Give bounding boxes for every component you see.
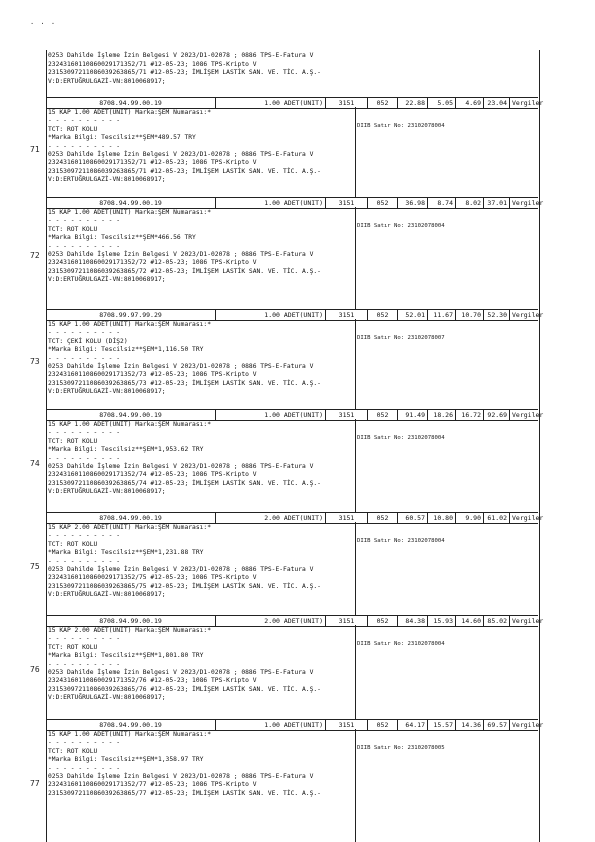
- description-line: 0253 Dahilde İşleme İzin Belgesi V 2023/D1-02078 ; 0886 TPS-E-Fatura V: [48, 463, 314, 471]
- value-4: 61.02: [484, 513, 510, 523]
- value-3: 9.90: [456, 513, 484, 523]
- value-2: 10.80: [428, 513, 456, 523]
- value-1: 60.57: [398, 513, 428, 523]
- quantity: 1.00 ADET(UNIT): [216, 410, 326, 420]
- quantity: 1.00 ADET(UNIT): [216, 98, 326, 108]
- diib-line-note: DIIB Satır No: 23102078005: [357, 745, 445, 751]
- country-code: 3151: [326, 98, 368, 108]
- item-header-row: [46, 512, 544, 524]
- description-line: TCT: ROT KOLU: [48, 747, 98, 755]
- description-line: 23243160110860029171352/74 #12-05-23; 1086 TPS-Kripto V: [48, 471, 257, 479]
- continued-text-block: [48, 52, 348, 86]
- taxes-label: Vergiler: [512, 411, 544, 419]
- description-line: - - - - - - - - - -: [48, 764, 121, 772]
- value-4: 85.02: [484, 616, 510, 626]
- diib-line-note: DIIB Satır No: 23102078004: [357, 641, 445, 647]
- description-line: TCT: ROT KOLU: [48, 125, 98, 133]
- description-line: 15 KAP 1.00 ADET(UNIT) Marka:ŞEM Numarası:*: [48, 109, 212, 116]
- tariff-code: 052: [368, 513, 398, 523]
- description-line: V:D:ERTUĞRULGAZİ-VN:8010068917;: [48, 488, 166, 496]
- tariff-code: 052: [368, 198, 398, 208]
- description-line: 23153097211086039263865/71 #12-05-23; İMLİŞEM LASTİK SAN. VE. TİC. A.Ş.-: [48, 167, 321, 175]
- item-header-row: [46, 97, 544, 109]
- gtip-code: 8708.94.99.00.19: [46, 616, 216, 626]
- quantity: 1.00 ADET(UNIT): [216, 310, 326, 320]
- diib-line-note: DIIB Satır No: 23102078007: [357, 335, 445, 341]
- column-divider: [355, 625, 356, 719]
- value-1: 64.17: [398, 720, 428, 730]
- description-line: 15 KAP 1.00 ADET(UNIT) Marka:ŞEM Numarası:*: [48, 731, 212, 738]
- description-line: V:D:ERTUĞRULGAZİ-VN:8010068917;: [48, 694, 166, 702]
- tariff-code: 052: [368, 310, 398, 320]
- taxes-label: Vergiler: [512, 199, 544, 207]
- value-3: 14.36: [456, 720, 484, 730]
- customs-item: [30, 197, 544, 309]
- description-line: - - - - - - - - - -: [48, 635, 121, 643]
- country-code: 3151: [326, 198, 368, 208]
- item-number: 77: [30, 778, 40, 788]
- customs-item: [30, 97, 544, 197]
- value-2: 18.26: [428, 410, 456, 420]
- description-line: - - - - - - - - - -: [48, 329, 121, 337]
- description-line: 23153097211086039263865/72 #12-05-23; İMLİŞEM LASTİK SAN. VE. TİC. A.Ş.-: [48, 267, 321, 275]
- column-divider: [355, 729, 356, 842]
- description-line: *Marka Bilgi: Tescilsiz**ŞEM*1,358.97 TRY: [48, 756, 204, 764]
- description-line: - - - - - - - - - -: [48, 142, 121, 150]
- description-line: 23243160110860029171352/73 #12-05-23; 1086 TPS-Kripto V: [48, 371, 257, 379]
- country-code: 3151: [326, 616, 368, 626]
- description-line: 0253 Dahilde İşleme İzin Belgesi V 2023/D1-02078 ; 0886 TPS-E-Fatura V: [48, 669, 314, 677]
- item-number: 71: [30, 145, 40, 154]
- column-divider: [355, 319, 356, 409]
- value-1: 36.98: [398, 198, 428, 208]
- tariff-code: 052: [368, 410, 398, 420]
- description-line: V:D:ERTUĞRULGAZİ-VN:8010068917;: [48, 176, 166, 184]
- description-line: 0253 Dahilde İşleme İzin Belgesi V 2023/D1-02078 ; 0886 TPS-E-Fatura V: [48, 566, 314, 574]
- quantity: 2.00 ADET(UNIT): [216, 513, 326, 523]
- country-code: 3151: [326, 410, 368, 420]
- description-line: V:D:ERTUĞRULGAZİ-VN:8010068917;: [48, 388, 166, 396]
- taxes-label: Vergiler: [512, 617, 544, 625]
- value-2: 15.57: [428, 720, 456, 730]
- quantity: 1.00 ADET(UNIT): [216, 198, 326, 208]
- description-line: 15 KAP 1.00 ADET(UNIT) Marka:ŞEM Numarası:*: [48, 321, 212, 328]
- value-1: 52.01: [398, 310, 428, 320]
- gtip-code: 8708.94.99.00.19: [46, 98, 216, 108]
- value-2: 11.67: [428, 310, 456, 320]
- quantity: 2.00 ADET(UNIT): [216, 616, 326, 626]
- description-line: - - - - - - - - - -: [48, 660, 121, 668]
- gtip-code: 8708.94.99.00.19: [46, 410, 216, 420]
- value-4: 23.04: [484, 98, 510, 108]
- description-line: 0253 Dahilde İşleme İzin Belgesi V 2023/D1-02078 ; 0886 TPS-E-Fatura V: [48, 773, 314, 781]
- description-line: - - - - - - - - - -: [48, 557, 121, 565]
- description-line: 0253 Dahilde İşleme İzin Belgesi V 2023/D1-02078 ; 0886 TPS-E-Fatura V: [48, 251, 314, 259]
- item-number: 73: [30, 357, 40, 366]
- description-line: 23153097211086039263865/77 #12-05-23; İMLİŞEM LASTİK SAN. VE. TİC. A.Ş.-: [48, 789, 321, 797]
- description-line: *Marka Bilgi: Tescilsiz**ŞEM*1,231.88 TRY: [48, 549, 204, 557]
- country-code: 3151: [326, 720, 368, 730]
- country-code: 3151: [326, 310, 368, 320]
- item-number: 76: [30, 665, 40, 674]
- value-2: 15.93: [428, 616, 456, 626]
- description-line: 23243160110860029171352/76 #12-05-23; 1086 TPS-Kripto V: [48, 677, 257, 685]
- taxes-label: Vergiler: [512, 514, 544, 522]
- diib-line-note: DIIB Satır No: 23102078004: [357, 435, 445, 441]
- description-line: *Marka Bilgi: Tescilsiz**ŞEM*489.57 TRY: [48, 134, 196, 142]
- description-line: V:D:ERTUĞRULGAZİ-VN:8010068917;: [48, 276, 166, 284]
- description-line: - - - - - - - - - -: [48, 429, 121, 437]
- description-line: - - - - - - - - - -: [48, 217, 121, 225]
- column-divider: [355, 107, 356, 197]
- corner-mark: · · ·: [30, 20, 57, 28]
- value-4: 52.30: [484, 310, 510, 320]
- diib-line-note: DIIB Satır No: 23102078004: [357, 223, 445, 229]
- description-line: 23243160110860029171352/72 #12-05-23; 1086 TPS-Kripto V: [48, 259, 257, 267]
- header-line: 0253 Dahilde İşleme İzin Belgesi V 2023/D1-02078 ; 0886 TPS-E-Fatura V: [48, 52, 314, 59]
- country-code: 3151: [326, 513, 368, 523]
- description-line: - - - - - - - - - -: [48, 454, 121, 462]
- description-line: 23153097211086039263865/75 #12-05-23; İMLİŞEM LASTİK SAN. VE. TİC. A.Ş.-: [48, 582, 321, 590]
- header-line: 23243160110860029171352/71 #12-05-23; 1086 TPS-Kripto V: [48, 60, 257, 68]
- taxes-label: Vergiler: [512, 311, 544, 319]
- quantity: 1.00 ADET(UNIT): [216, 720, 326, 730]
- item-number: 74: [30, 458, 40, 468]
- value-1: 84.38: [398, 616, 428, 626]
- value-2: 5.05: [428, 98, 456, 108]
- value-4: 69.57: [484, 720, 510, 730]
- customs-item: [30, 719, 544, 842]
- item-description: [48, 209, 348, 285]
- item-description: [48, 731, 348, 798]
- value-3: 4.69: [456, 98, 484, 108]
- tariff-code: 052: [368, 720, 398, 730]
- description-line: *Marka Bilgi: Tescilsiz**ŞEM*1,116.50 TRY: [48, 346, 204, 354]
- customs-item: [30, 309, 544, 409]
- item-header-row: [46, 197, 544, 209]
- item-header-row: [46, 309, 544, 321]
- diib-line-note: DIIB Satır No: 23102078004: [357, 538, 445, 544]
- description-line: TCT: ROT KOLU: [48, 437, 98, 445]
- gtip-code: 8708.94.99.00.19: [46, 513, 216, 523]
- item-description: [48, 627, 348, 703]
- tariff-code: 052: [368, 616, 398, 626]
- value-2: 8.74: [428, 198, 456, 208]
- description-line: 23153097211086039263865/74 #12-05-23; İMLİŞEM LASTİK SAN. VE. TİC. A.Ş.-: [48, 479, 321, 487]
- diib-line-note: DIIB Satır No: 23102078004: [357, 123, 445, 129]
- column-divider: [355, 419, 356, 512]
- description-line: 23243160110860029171352/71 #12-05-23; 1086 TPS-Kripto V: [48, 159, 257, 167]
- customs-item: [30, 615, 544, 719]
- item-description: [48, 524, 348, 600]
- item-header-row: [46, 409, 544, 421]
- description-line: 15 KAP 2.00 ADET(UNIT) Marka:ŞEM Numarası:*: [48, 524, 212, 531]
- item-description: [48, 421, 348, 497]
- description-line: 15 KAP 1.00 ADET(UNIT) Marka:ŞEM Numarası:*: [48, 421, 212, 428]
- column-divider: [355, 207, 356, 309]
- description-line: *Marka Bilgi: Tescilsiz**ŞEM*1,953.62 TRY: [48, 446, 204, 454]
- description-line: TCT: ROT KOLU: [48, 225, 98, 233]
- item-header-row: [46, 615, 544, 627]
- description-line: 23243160110860029171352/75 #12-05-23; 1086 TPS-Kripto V: [48, 574, 257, 582]
- description-line: TCT: ROT KOLU: [48, 643, 98, 651]
- value-1: 91.49: [398, 410, 428, 420]
- value-1: 22.88: [398, 98, 428, 108]
- description-line: 15 KAP 1.00 ADET(UNIT) Marka:ŞEM Numarası:*: [48, 209, 212, 216]
- value-3: 10.70: [456, 310, 484, 320]
- description-line: - - - - - - - - - -: [48, 532, 121, 540]
- gtip-code: 8708.94.99.00.19: [46, 720, 216, 730]
- description-line: - - - - - - - - - -: [48, 117, 121, 125]
- item-number: 72: [30, 251, 40, 260]
- item-description: [48, 109, 348, 185]
- column-divider: [355, 522, 356, 615]
- description-line: TCT: ÇEKİ KOLU (DİŞ2): [48, 337, 128, 345]
- item-header-row: [46, 719, 544, 731]
- header-line: 23153097211086039263865/71 #12-05-23; İMLİŞEM LASTİK SAN. VE. TİC. A.Ş.-: [48, 69, 321, 76]
- tariff-code: 052: [368, 98, 398, 108]
- gtip-code: 8708.94.99.00.19: [46, 198, 216, 208]
- description-line: 23243160110860029171352/77 #12-05-23; 1086 TPS-Kripto V: [48, 781, 257, 789]
- description-line: - - - - - - - - - -: [48, 739, 121, 747]
- taxes-label: Vergiler: [512, 721, 544, 729]
- description-line: TCT: ROT KOLU: [48, 540, 98, 548]
- value-4: 92.69: [484, 410, 510, 420]
- taxes-label: Vergiler: [512, 99, 544, 107]
- value-3: 14.60: [456, 616, 484, 626]
- item-number: 75: [30, 561, 40, 571]
- value-4: 37.01: [484, 198, 510, 208]
- item-description: [48, 321, 348, 397]
- description-line: - - - - - - - - - -: [48, 354, 121, 362]
- description-line: - - - - - - - - - -: [48, 242, 121, 250]
- gtip-code: 8708.99.97.99.29: [46, 310, 216, 320]
- customs-item: [30, 409, 544, 512]
- value-3: 16.72: [456, 410, 484, 420]
- description-line: 0253 Dahilde İşleme İzin Belgesi V 2023/D1-02078 ; 0886 TPS-E-Fatura V: [48, 363, 314, 371]
- description-line: 0253 Dahilde İşleme İzin Belgesi V 2023/D1-02078 ; 0886 TPS-E-Fatura V: [48, 151, 314, 159]
- value-3: 8.02: [456, 198, 484, 208]
- description-line: 23153097211086039263865/76 #12-05-23; İMLİŞEM LASTİK SAN. VE. TİC. A.Ş.-: [48, 685, 321, 693]
- description-line: V:D:ERTUĞRULGAZİ-VN:8010068917;: [48, 591, 166, 599]
- description-line: 23153097211086039263865/73 #12-05-23; İMLİŞEM LASTİK SAN. VE. TİC. A.Ş.-: [48, 379, 321, 387]
- customs-item: [30, 512, 544, 615]
- header-line: V:D:ERTUĞRULGAZİ-VN:8010068917;: [48, 77, 166, 85]
- description-line: 15 KAP 2.00 ADET(UNIT) Marka:ŞEM Numarası:*: [48, 627, 212, 634]
- description-line: *Marka Bilgi: Tescilsiz**ŞEM*1,801.80 TRY: [48, 652, 204, 660]
- description-line: *Marka Bilgi: Tescilsiz**ŞEM*466.56 TRY: [48, 234, 196, 242]
